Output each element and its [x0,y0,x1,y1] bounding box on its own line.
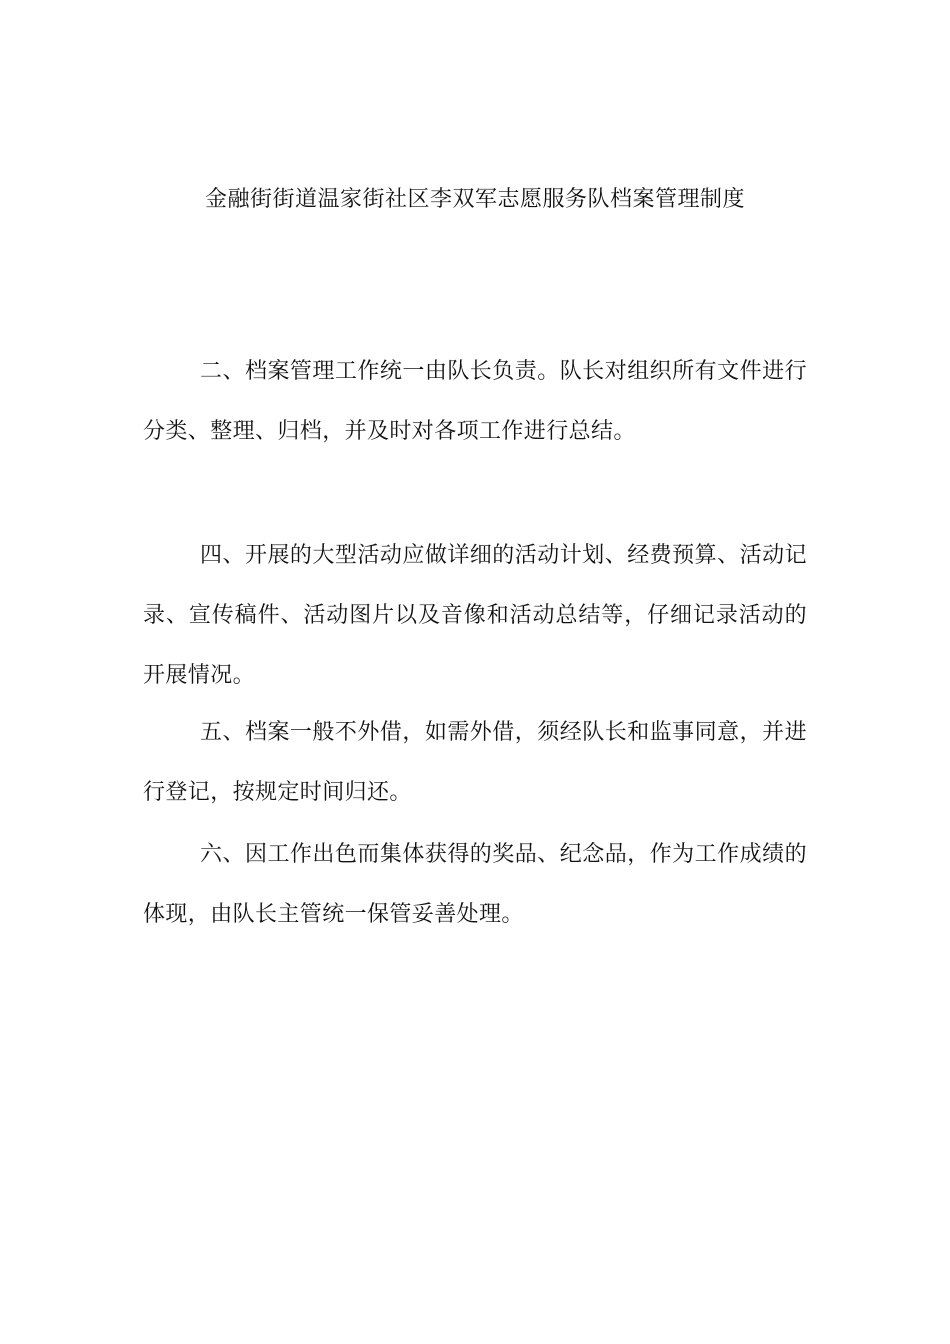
document-title: 金融街街道温家街社区李双军志愿服务队档案管理制度 [204,187,745,212]
clause-6-paragraph: 六、因工作出色而集体获得的奖品、纪念品，作为工作成绩的体现，由队长主管统一保管妥善处理。 [143,842,807,927]
clause-2-paragraph: 二、档案管理工作统一由队长负责。队长对组织所有文件进行分类、整理、归档，并及时对各项工作进行总结。 [143,359,807,444]
clause-5-paragraph: 五、档案一般不外借，如需外借，须经队长和监事同意，并进行登记，按规定时间归还。 [143,720,807,805]
clause-4-paragraph: 四、开展的大型活动应做详细的活动计划、经费预算、活动记录、宣传稿件、活动图片以及音像和活动总结等，仔细记录活动的开展情况。 [143,543,807,688]
